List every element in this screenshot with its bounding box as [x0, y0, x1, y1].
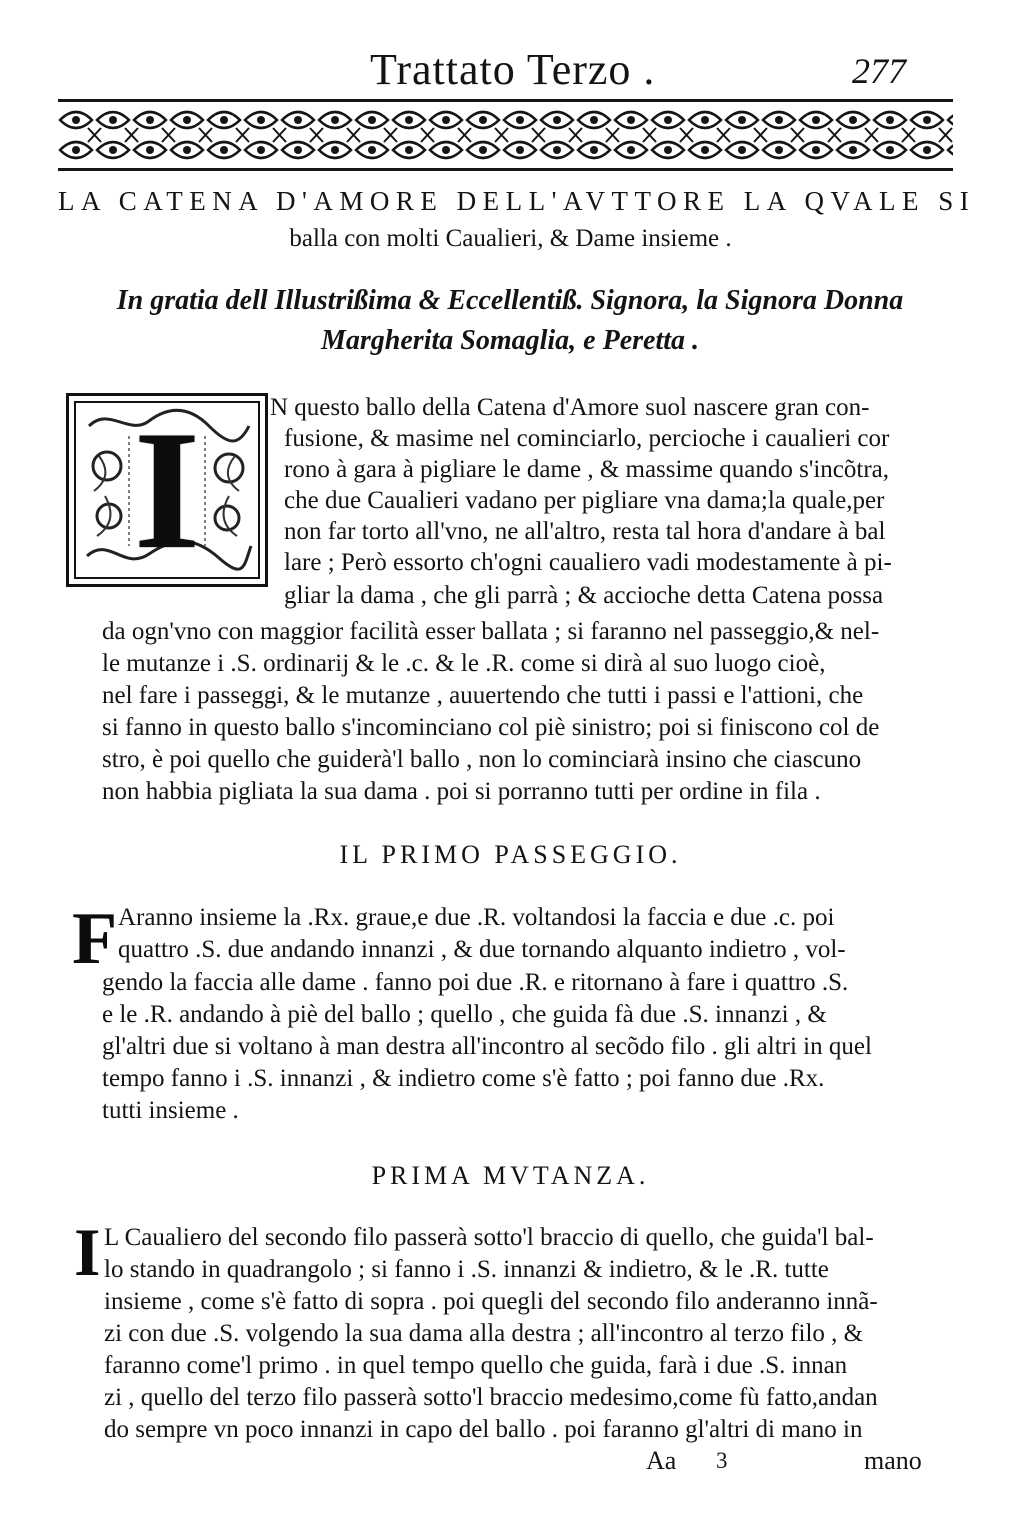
dedication-line: Margherita Somaglia, e Peretta .	[321, 325, 699, 356]
running-head	[0, 44, 1021, 104]
text-line: nel fare i passeggi, & le mutanze , auuertendo che tutti i passi e l'attioni, che	[102, 682, 864, 709]
text-line: si fanno in questo ballo s'incominciano col piè sinistro; poi si finiscono col de	[102, 714, 880, 741]
fleuron-ornament	[726, 112, 767, 158]
fleuron-ornament	[430, 112, 471, 158]
catchword: mano	[864, 1446, 922, 1475]
running-title: Trattato Terzo .	[370, 45, 656, 94]
fleuron-ornament	[911, 112, 952, 158]
page-number: 277	[852, 51, 906, 91]
fleuron-ornament	[689, 112, 730, 158]
fleuron-ornament	[282, 112, 323, 158]
fleuron-ornament	[652, 112, 693, 158]
text-line: L Caualiero del secondo filo passerà sotto'l braccio di quello, che guida'l bal-	[104, 1224, 874, 1251]
fleuron-ornament	[208, 112, 249, 158]
section-heading: IL PRIMO PASSEGGIO.	[339, 840, 682, 869]
text-line: lare ; Però essorto ch'ogni caualiero vadi modestamente à pi-	[284, 549, 892, 576]
text-line: che due Caualieri vadano per pigliare vna dama;la quale,per	[284, 487, 885, 514]
fleuron-ornament	[60, 112, 101, 158]
section-initial: F	[72, 898, 118, 980]
signature-mark: Aa	[646, 1446, 677, 1475]
text-line: tempo fanno i .S. innanzi , & indietro come s'è fatto ; poi fanno due .Rx.	[102, 1065, 825, 1092]
text-line: do sempre vn poco innanzi in capo del ballo . poi faranno gl'altri di mano in	[104, 1416, 863, 1443]
fleuron-ornament	[171, 112, 212, 158]
fleuron-ornament	[763, 112, 804, 158]
text-line: e le .R. andando à piè del ballo ; quello , che guida fà due .S. innanzi , &	[102, 1001, 827, 1028]
chapter-subheading: balla con molti Caualieri, & Dame insieme .	[289, 225, 732, 252]
fleuron-ornament	[97, 112, 138, 158]
text-line: insieme , come s'è fatto di sopra . poi quegli del secondo filo anderanno innã-	[104, 1288, 878, 1315]
fleuron-ornament	[578, 112, 619, 158]
text-line: stro, è poi quello che guiderà'l ballo , non lo cominciarà insino che ciascuno	[102, 746, 862, 773]
text-line: N questo ballo della Catena d'Amore suol nascere gran con-	[270, 394, 870, 421]
text-line: da ogn'vno con maggior facilità esser ballata ; si faranno nel passeggio,& nel-	[102, 618, 880, 645]
text-line: fusione, & masime nel cominciarlo, percioche i caualieri cor	[284, 425, 890, 452]
fleuron-ornament	[837, 112, 878, 158]
text-line: quattro .S. due andando innanzi , & due tornando alquanto indietro , vol-	[118, 936, 846, 963]
text-line: zi , quello del terzo filo passerà sotto'l braccio medesimo,come fù fatto,andan	[104, 1384, 878, 1411]
decorated-initial	[66, 393, 268, 587]
text-line: zi con due .S. volgendo la sua dama alla destra ; all'incontro al terzo filo , &	[104, 1320, 864, 1347]
ornament-band	[58, 99, 953, 171]
fleuron-ornament	[615, 112, 656, 158]
section-initial: I	[74, 1214, 101, 1290]
text-line: tutti insieme .	[102, 1097, 239, 1124]
text-line: lo stando in quadrangolo ; si fanno i .S. innanzi & indietro, & le .R. tutte	[104, 1256, 829, 1283]
fleuron-ornament	[245, 112, 286, 158]
text-line: rono à gara à pigliare le dame , & massime quando s'incõtra,	[284, 456, 889, 483]
fleuron-ornament	[948, 112, 953, 158]
fleuron-ornament	[504, 112, 545, 158]
fleuron-ornament	[393, 112, 434, 158]
fleuron-ornament	[319, 112, 360, 158]
text-line: gliar la dama , che gli parrà ; & accioche detta Catena possa	[284, 582, 884, 609]
signature-leaf: 3	[716, 1448, 728, 1473]
section-heading: PRIMA MVTANZA.	[371, 1161, 650, 1190]
text-line: faranno come'l primo . in quel tempo quello che guida, farà i due .S. innan	[104, 1352, 848, 1379]
fleuron-ornament	[356, 112, 397, 158]
fleuron-ornament	[541, 112, 582, 158]
dedication-line: In gratia dell Illustrißima & Eccellentiß. Signora, la Signora Donna	[116, 285, 904, 316]
text-line: non far torto all'vno, ne all'altro, resta tal hora d'andare à bal	[284, 518, 886, 545]
fleuron-ornament	[467, 112, 508, 158]
text-line: gendo la faccia alle dame . fanno poi due .R. e ritornano à fare i quattro .S.	[102, 969, 849, 996]
text-line: non habbia pigliata la sua dama . poi si porranno tutti per ordine in fila .	[102, 778, 821, 805]
chapter-heading: LA CATENA D'AMORE DELL'AVTTORE LA QVALE SI	[58, 186, 976, 216]
fleuron-ornament	[874, 112, 915, 158]
fleuron-ornament	[800, 112, 841, 158]
text-line: Aranno insieme la .Rx. graue,e due .R. voltandosi la faccia e due .c. poi	[118, 904, 835, 931]
text-line: le mutanze i .S. ordinarij & le .c. & le .R. come si dirà al suo luogo cioè,	[102, 650, 826, 677]
fleuron-ornament	[134, 112, 175, 158]
drop-cap-letter: I	[133, 396, 201, 584]
text-line: gl'altri due si voltano à man destra all'incontro al secõdo filo . gli altri in quel	[102, 1033, 872, 1060]
